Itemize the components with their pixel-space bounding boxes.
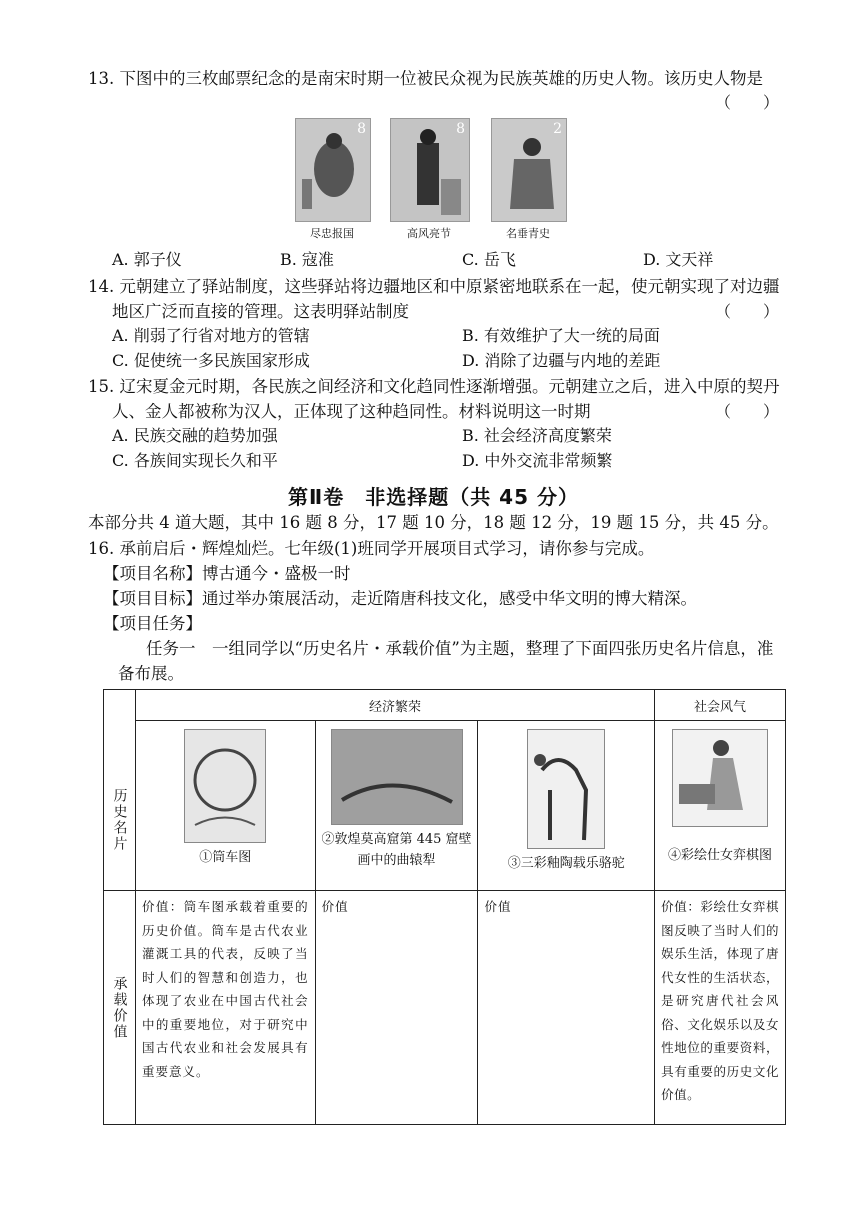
card-1-caption: ①筒车图 [199,850,252,865]
card-4-value: 价值：彩绘仕女弈棋图反映了当时人们的娱乐生活，体现了唐代女性的生活状态，是研究唐代社会风俗、文化娱乐以及女性地位的重要资料，具有重要的历史文化价值。 [661,899,779,1102]
section-2-intro: 本部分共 4 道大题，其中 16 题 8 分，17 题 10 分，18 题 12 分，19 题 15 分，共 45 分。 [88,513,779,532]
stamp-1-value: 8 [357,121,366,137]
q13-option-a: A. 郭子仪 [112,250,182,269]
row2-label-cell [104,891,136,1125]
project-name-label: 【项目名称】 [103,564,202,583]
lady-chess-image-icon [672,729,768,827]
stamp-1-image [295,118,371,222]
q15-option-c: C. 各族间实现长久和平 [112,451,278,470]
row1-label: 历史名片 [111,788,128,852]
q14-option-d: D. 消除了边疆与内地的差距 [462,351,661,370]
q13-bracket: （ ） [714,93,779,112]
q15-option-a: A. 民族交融的趋势加强 [112,426,278,445]
q13-text: 13. 下图中的三枚邮票纪念的是南宋时期一位被民众视为民族英雄的历史人物。该历史人物是 [88,69,763,88]
q15-option-d: D. 中外交流非常频繁 [462,451,613,470]
q14-option-b: B. 有效维护了大一统的局面 [462,326,660,345]
stamp-3-value: 2 [553,121,562,137]
q14-option-c: C. 促使统一多民族国家形成 [112,351,310,370]
header-society: 社会风气 [655,690,786,721]
q16-task1-line1: 任务一 一组同学以“历史名片・承载价值”为主题，整理了下面四张历史名片信息，准 [146,639,774,658]
card-2-caption: ②敦煌莫高窟第 445 窟壁画中的曲辕犁 [321,832,472,868]
card-4 [655,721,786,891]
project-goal-label: 【项目目标】 [103,589,202,608]
q13-option-d: D. 文天祥 [643,250,714,269]
stamp-1-caption: 尽忠报国 [310,227,354,240]
q15-line1: 15. 辽宋夏金元时期，各民族之间经济和文化趋同性逐渐增强。元朝建立之后，进入中原的契丹 [88,377,780,396]
q16-line1: 16. 承前启后・辉煌灿烂。七年级(1)班同学开展项目式学习，请你参与完成。 [88,539,655,558]
stamp-3-image [491,118,567,222]
history-cards-table [103,689,786,1125]
q16-project-goal [103,586,697,611]
header-economy: 经济繁荣 [135,690,654,721]
card-2-value-cell [315,891,478,1125]
q16-project-name [103,561,351,586]
row-label-cell [104,690,136,891]
card-3-value-cell [478,891,655,1125]
camel-figurine-image-icon [527,729,605,849]
q13-option-c: C. 岳飞 [462,250,516,269]
q16-task-label: 【项目任务】 [103,614,202,633]
card-4-caption: ④彩绘仕女弈棋图 [668,848,773,863]
card-3-caption: ③三彩釉陶载乐骆驼 [507,856,625,871]
q14-option-a: A. 削弱了行省对地方的管辖 [112,326,310,345]
card-1-value: 价值：筒车图承载着重要的历史价值。筒车是古代农业灌溉工具的代表，反映了当时人们的智慧和创造力，也体现了农业在中国古代社会中的重要地位，对于研究中国古代农业和社会发展具有重要意义。 [141,899,309,1079]
q15-bracket: （ ） [714,402,779,421]
q14-line2: 地区广泛而直接的管理。这表明驿站制度 [112,302,409,321]
section-2-title: 第Ⅱ卷 非选择题（共 45 分） [288,485,579,509]
q14-line1: 14. 元朝建立了驿站制度，这些驿站将边疆地区和中原紧密地联系在一起，使元朝实现了对边疆 [88,277,780,296]
card-3 [478,721,655,891]
card-2 [315,721,478,891]
plough-mural-image-icon [331,729,463,825]
stamp-3-caption: 名垂青史 [506,227,550,240]
card-1 [135,721,315,891]
stamp-2-image [390,118,470,222]
project-name-value: 博古通今・盛极一时 [202,564,351,583]
row2-label: 承载价值 [111,975,128,1040]
q14-bracket: （ ） [714,302,779,321]
card-1-value-cell [135,891,315,1125]
waterwheel-image-icon [184,729,266,843]
q15-option-b: B. 社会经济高度繁荣 [462,426,612,445]
card-4-value-cell [655,891,786,1125]
q16-task1-line2: 备布展。 [118,664,184,683]
stamp-2-value: 8 [456,121,465,137]
card-2-value: 价值 [321,899,349,914]
stamp-2-caption: 高风亮节 [407,227,451,240]
card-3-value: 价值 [484,899,512,914]
project-goal-value: 通过举办策展活动，走近隋唐科技文化，感受中华文明的博大精深。 [202,589,697,608]
q13-option-b: B. 寇准 [280,250,334,269]
q15-line2: 人、金人都被称为汉人，正体现了这种趋同性。材料说明这一时期 [112,402,591,421]
